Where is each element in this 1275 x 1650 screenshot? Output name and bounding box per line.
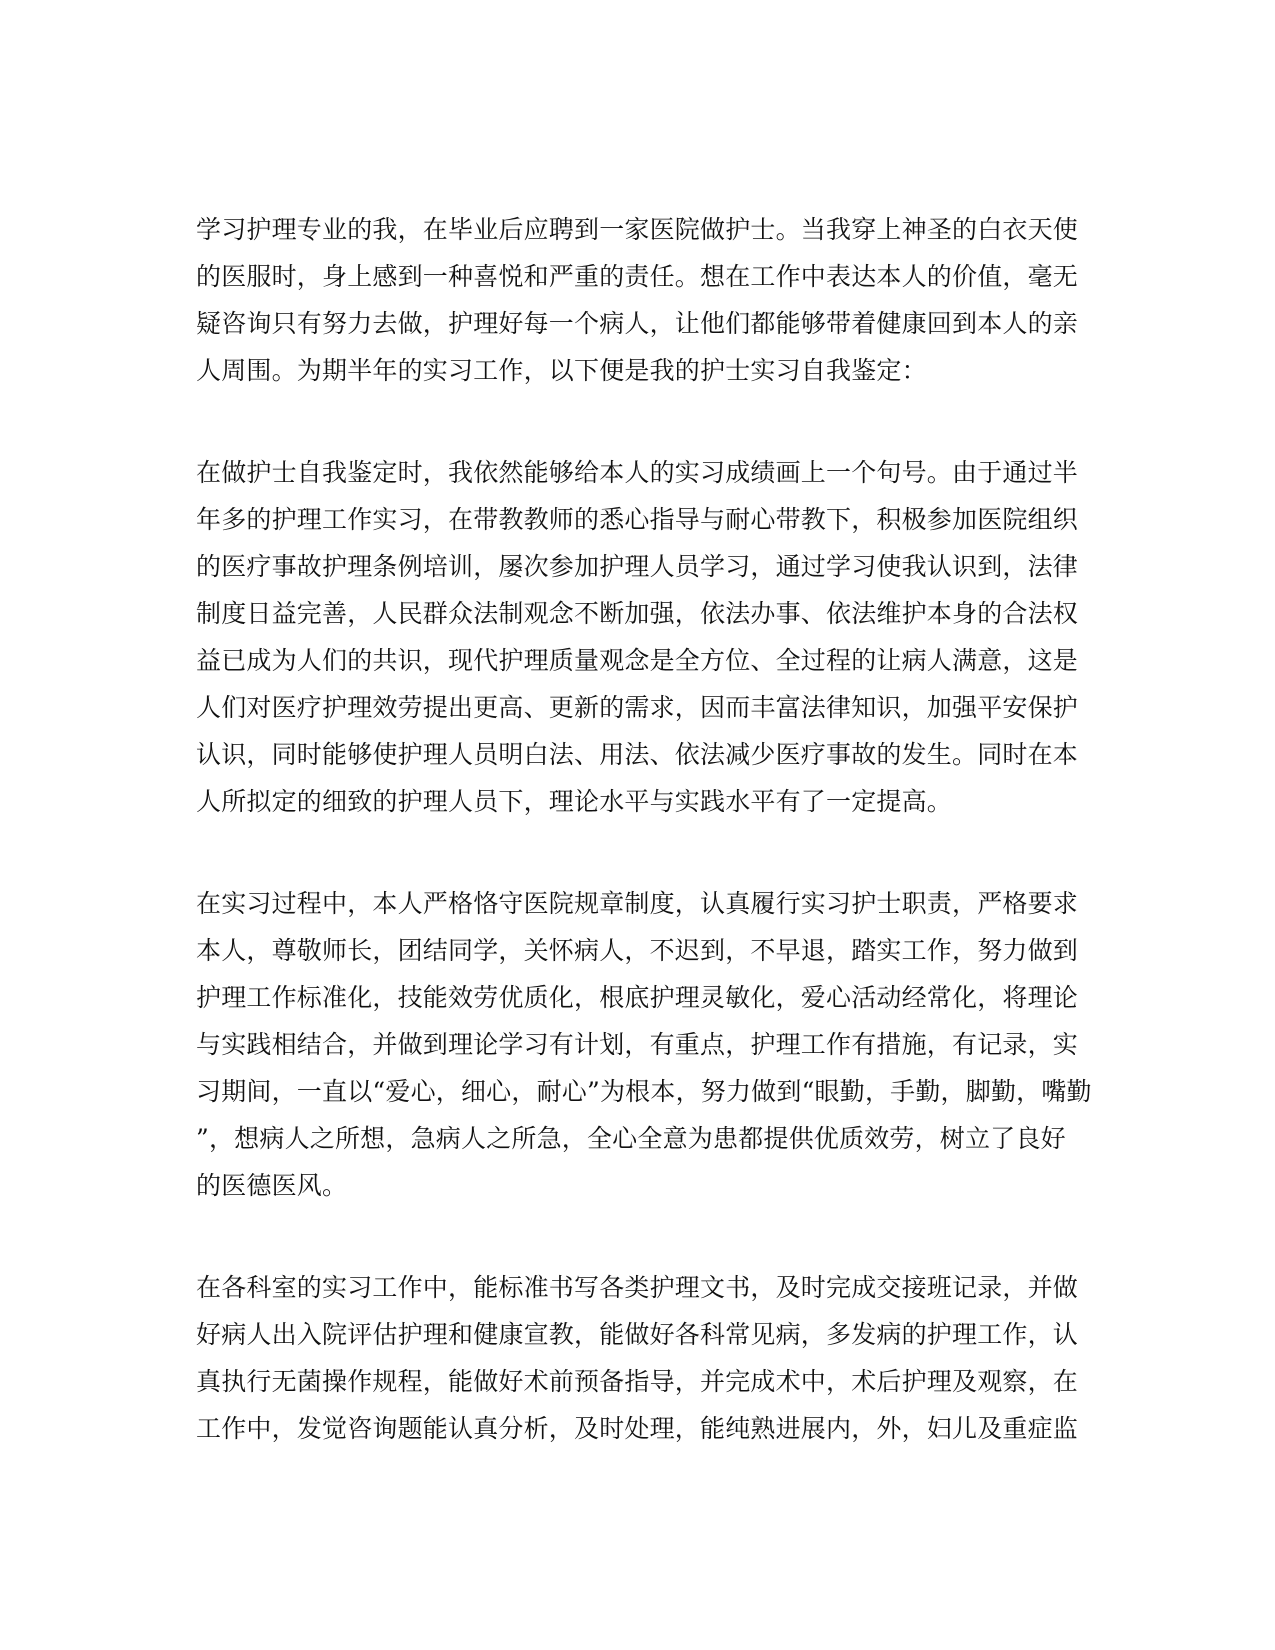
text-line: ”，想病人之所想，急病人之所急，全心全意为患都提供优质效劳，树立了良好 — [196, 1124, 1066, 1153]
text-line: 人们对医疗护理效劳提出更高、更新的需求，因而丰富法律知识，加强平安保护 — [196, 693, 1079, 722]
text-line: 的医服时，身上感到一种喜悦和严重的责任。想在工作中表达本人的价值，毫无 — [196, 262, 1079, 291]
text-line: 的医德医风。 — [196, 1171, 348, 1200]
text-line: 益已成为人们的共识，现代护理质量观念是全方位、全过程的让病人满意，这是 — [196, 646, 1079, 675]
text-line: 制度日益完善，人民群众法制观念不断加强，依法办事、依法维护本身的合法权 — [196, 599, 1079, 628]
text-line: 年多的护理工作实习，在带教教师的悉心指导与耐心带教下，积极参加医院组织 — [196, 505, 1079, 534]
text-line: 习期间，一直以“爱心，细心，耐心”为根本，努力做到“眼勤，手勤，脚勤，嘴勤 — [196, 1077, 1092, 1106]
text-line: 好病人出入院评估护理和健康宣教，能做好各科常见病，多发病的护理工作，认 — [196, 1320, 1079, 1349]
text-line: 人周围。为期半年的实习工作，以下便是我的护士实习自我鉴定： — [196, 356, 927, 385]
text-line: 人所拟定的细致的护理人员下，理论水平与实践水平有了一定提高。 — [196, 787, 953, 816]
text-line: 本人，尊敬师长，团结同学，关怀病人，不迟到，不早退，踏实工作，努力做到 — [196, 936, 1079, 965]
text-line: 护理工作标准化，技能效劳优质化，根底护理灵敏化，爱心活动经常化，将理论 — [196, 983, 1079, 1012]
text-line: 在实习过程中，本人严格恪守医院规章制度，认真履行实习护士职责，严格要求 — [196, 889, 1079, 918]
text-line: 在各科室的实习工作中，能标准书写各类护理文书，及时完成交接班记录，并做 — [196, 1273, 1079, 1302]
text-line: 与实践相结合，并做到理论学习有计划，有重点，护理工作有措施，有记录，实 — [196, 1030, 1079, 1059]
text-line: 学习护理专业的我，在毕业后应聘到一家医院做护士。当我穿上神圣的白衣天使 — [196, 215, 1079, 244]
text-line: 认识，同时能够使护理人员明白法、用法、依法减少医疗事故的发生。同时在本 — [196, 740, 1079, 769]
text-line: 疑咨询只有努力去做，护理好每一个病人，让他们都能够带着健康回到本人的亲 — [196, 309, 1079, 338]
text-line: 在做护士自我鉴定时，我依然能够给本人的实习成绩画上一个句号。由于通过半 — [196, 458, 1079, 487]
text-line: 工作中，发觉咨询题能认真分析，及时处理，能纯熟进展内，外，妇儿及重症监 — [196, 1414, 1079, 1443]
text-line: 真执行无菌操作规程，能做好术前预备指导，并完成术中，术后护理及观察，在 — [196, 1367, 1079, 1396]
text-line: 的医疗事故护理条例培训，屡次参加护理人员学习，通过学习使我认识到，法律 — [196, 552, 1079, 581]
